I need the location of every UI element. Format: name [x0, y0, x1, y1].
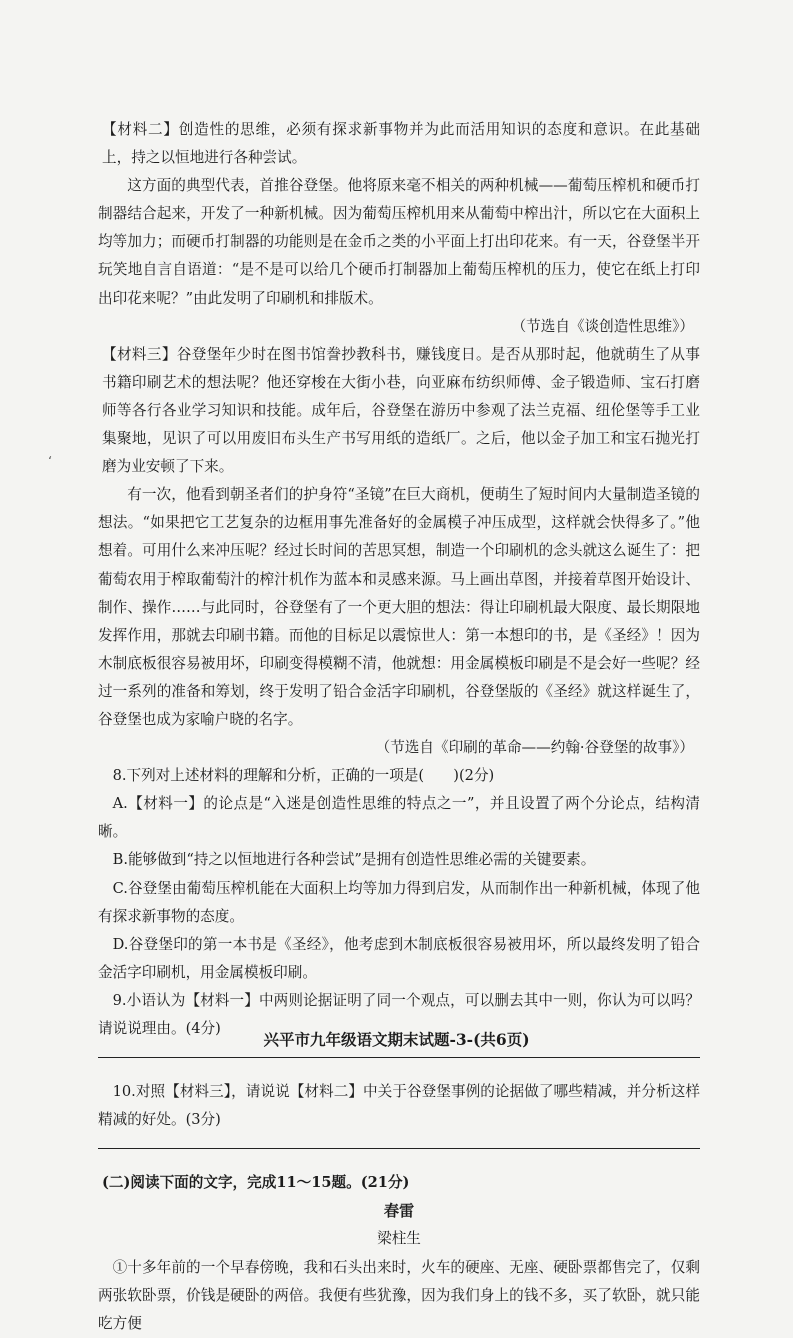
story-title: 春雷 [383, 1202, 415, 1221]
page-content [98, 116, 700, 1338]
material-3-source: （节选自《印刷的革命——约翰·谷登堡的故事》） [375, 739, 694, 757]
stray-mark: ‘ [48, 454, 52, 468]
question-8-option-a: A.【材料一】的论点是“入迷是创造性思维的特点之一”，并且设置了两个分论点，结构清晰。 [98, 795, 700, 841]
question-8-option-b: B.能够做到“持之以恒地进行各种尝试”是拥有创造性思维必需的关键要素。 [112, 851, 596, 869]
answer-line-q10[interactable] [98, 1134, 700, 1149]
question-8-option-d: D.谷登堡印的第一本书是《圣经》，他考虑到木制底板很容易被用坏，所以最终发明了铅合金活字印刷机，用金属模板印刷。 [98, 935, 700, 981]
section-2-heading: (二)阅读下面的文字，完成11～15题。(21分) [102, 1174, 410, 1192]
material-2-source: （节选自《谈创造性思维》） [511, 317, 694, 335]
question-9: 9.小语认为【材料一】中两则论据证明了同一个观点，可以删去其中一则，你认为可以吗？请说说理由。(4分) [98, 991, 700, 1037]
question-8-stem: 8.下列对上述材料的理解和分析，正确的一项是( )(2分) [112, 767, 495, 785]
story-author: 梁柱生 [377, 1230, 421, 1248]
material-2-intro: 【材料二】创造性的思维，必须有探求新事物并为此而活用知识的态度和意识。在此基础上，持之以恒地进行各种尝试。 [102, 121, 700, 167]
story-paragraph-1: ①十多年前的一个早春傍晚，我和石头出来时，火车的硬座、无座、硬卧票都售完了，仅剩两张软卧票，价钱是硬卧的两倍。我便有些犹豫，因为我们身上的钱不多，买了软卧，就只能吃方便 [98, 1258, 700, 1332]
material-3-intro: 【材料三】谷登堡年少时在图书馆誊抄教科书，赚钱度日。是否从那时起，他就萌生了从事书籍印刷艺术的想法呢？他还穿梭在大街小巷，向亚麻布纺织师傅、金子锻造师、宝石打磨师等各行各业学习知识和技能。成年后，谷登堡在游历中参观了法兰克福、纽伦堡等手工业集聚地，见识了可以用废旧布头生产书写用纸的造纸厂。之后，他以金子加工和宝石抛光打磨为业安顿了下来。 [102, 345, 700, 476]
question-10: 10.对照【材料三】，请说说【材料二】中关于谷登堡事例的论据做了哪些精减，并分析这样精减的好处。(3分) [98, 1083, 700, 1129]
question-8-option-c: C.谷登堡由葡萄压榨机能在大面积上均等加力得到启发，从而制作出一种新机械，体现了他有探求新事物的态度。 [98, 879, 700, 925]
page-footer: 兴平市九年级语文期末试题-3-(共6页) [263, 1030, 530, 1049]
material-2-body: 这方面的典型代表，首推谷登堡。他将原来毫不相关的两种机械——葡萄压榨机和硬币打制器结合起来，开发了一种新机械。因为葡萄压榨机用来从葡萄中榨出汁，所以它在大面积上均等加力；而硬币打制器的功能则是在金币之类的小平面上打出印花来。有一天，谷登堡半开玩笑地自言自语道：“是不是可以给几个硬币打制器加上葡萄压榨机的压力，使它在纸上打印出印花来呢？”由此发明了印刷机和排版术。 [98, 177, 700, 307]
material-3-body: 有一次，他看到朝圣者们的护身符“圣镜”在巨大商机，便萌生了短时间内大量制造圣镜的想法。“如果把它工艺复杂的边框用事先准备好的金属模子冲压成型，这样就会快得多了。”他想着。可用什么来冲压呢？经过长时间的苦思冥想，制造一个印刷机的念头就这么诞生了：把葡萄农用于榨取葡萄汁的榨汁机作为蓝本和灵感来源。马上画出草图，并接着草图开始设计、制作、操作……与此同时，谷登堡有了一个更大胆的想法：得让印刷机最大限度、最长期限地发挥作用，那就去印刷书籍。而他的目标足以震惊世人：第一本想印的书，是《圣经》！因为木制底板很容易被用坏，印刷变得模糊不清，他就想：用金属模板印刷是不是会好一些呢？经过一系列的准备和筹划，终于发明了铅合金活字印刷机，谷登堡版的《圣经》就这样诞生了，谷登堡也成为家喻户晓的名字。 [98, 486, 700, 728]
